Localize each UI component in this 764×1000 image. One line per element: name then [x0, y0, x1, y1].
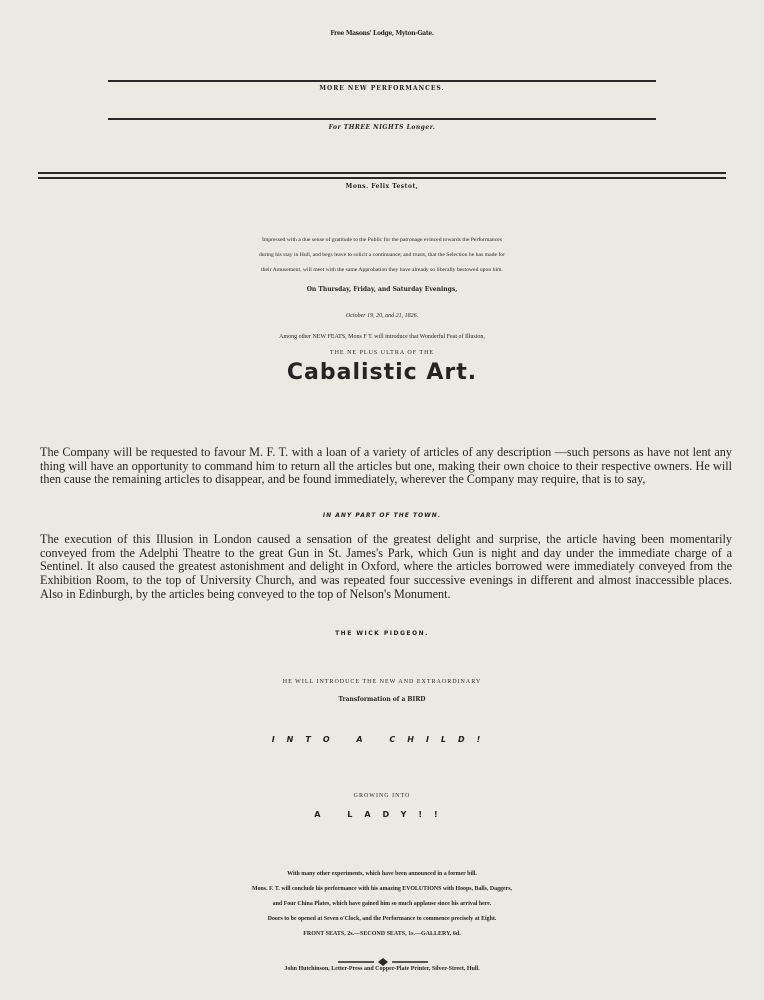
feat-superlative: THE NE PLUS ULTRA OF THE	[329, 350, 435, 356]
ornament-divider	[338, 958, 428, 966]
footer-doors: Doors to be opened at Seven o'Clock, and the Performance to commence precisely at Eight.	[267, 916, 497, 922]
feat-description: The Company will be requested to favour M. F. T. with a loan of a variety of articles of any description —such persons as have not lent any thing will have an opportunity to command him to return all the articles but one, making their own choice to their respective owners. He will then cause the remaining articles to disappear, and be found immediately, wherever the Company may require, that is to say,	[40, 445, 732, 487]
intro-line-2: during his stay in Hull, and begs leave to solicit a continuance; and trusts, that the Selection he has made for	[258, 252, 506, 258]
printer-credit: John Hutchinson, Letter-Press and Copper-Plate Printer, Silver-Street, Hull.	[284, 966, 480, 972]
feat-title: Cabalistic Art.	[286, 360, 478, 385]
venue-heading: Free Masons' Lodge, Myton-Gate.	[330, 30, 434, 37]
divider-rule-double-lower	[38, 177, 726, 179]
wick-lady: A LADY!!	[314, 810, 450, 819]
feat-location: IN ANY PART OF THE TOWN.	[322, 512, 442, 519]
wick-growing: GROWING INTO	[353, 793, 411, 799]
performer-name: Mons. Felix Testot,	[345, 183, 419, 190]
intro-line-1: Impressed with a due sense of gratitude to the Public for the patronage evinced towards the Performances	[261, 237, 503, 243]
footer-china-plates: and Four China Plates, which have gained him so much applause since his arrival here.	[272, 901, 492, 907]
tagline-heading: For THREE NIGHTS Longer.	[328, 124, 436, 131]
divider-rule-middle	[108, 118, 656, 120]
feat-intro: Among other NEW FEATS, Mons F T. will introduce that Wonderful Feat of Illusion,	[279, 334, 485, 340]
wick-transformation: Transformation of a BIRD	[338, 696, 426, 703]
footer-prices: FRONT SEATS, 2s.—SECOND SEATS, 1s.—GALLERY, 6d.	[303, 931, 461, 937]
schedule-days: On Thursday, Friday, and Saturday Evenings,	[306, 286, 458, 293]
footer-evolutions: Mons. F. T. will conclude his performance with his amazing EVOLUTIONS with Hoops, Balls, Daggers,	[252, 886, 512, 892]
schedule-dates: October 19, 20, and 21, 1826.	[345, 313, 419, 319]
subtitle-heading: MORE NEW PERFORMANCES.	[319, 85, 445, 92]
divider-rule-double-upper	[38, 172, 726, 174]
wick-title: THE WICK PIDGEON.	[335, 630, 429, 637]
footer-experiments: With many other experiments, which have been announced in a former bill.	[287, 871, 477, 877]
divider-rule-top	[108, 80, 656, 82]
wick-intro: HE WILL INTRODUCE THE NEW AND EXTRAORDINARY	[282, 679, 482, 685]
intro-line-3: their Amusement, will meet with the same Approbation they have already so liberally bestowed upon him.	[261, 267, 503, 273]
wick-child: INTO A CHILD!	[271, 735, 493, 744]
feat-history: The execution of this Illusion in London caused a sensation of the greatest delight and surprise, the article having been momentarily conveyed from the Adelphi Theatre to the great Gun in St. James's Park, which Gun is night and day under the immediate charge of a Sentinel. It also caused the greatest astonishment and delight in Oxford, where the articles borrowed were immediately conveyed from the Exhibition Room, to the top of University Church, and was repeated four successive evenings in different and almost inaccessible places. Also in Edinburgh, by the articles being conveyed to the top of Nelson's Monument.	[40, 532, 732, 601]
